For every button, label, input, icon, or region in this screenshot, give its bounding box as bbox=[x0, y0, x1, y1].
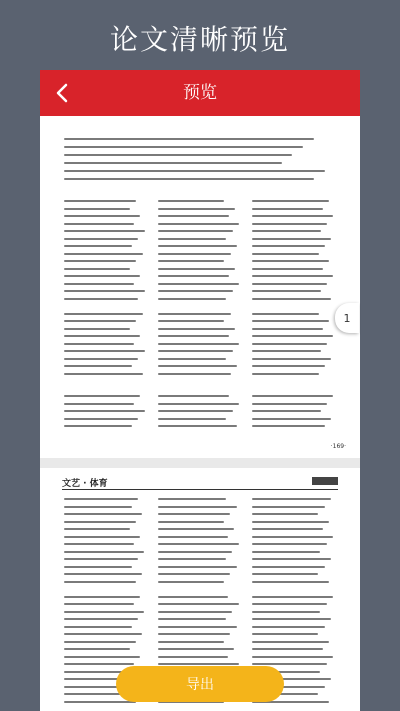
text-line bbox=[252, 230, 321, 232]
text-line bbox=[64, 223, 134, 225]
text-line bbox=[252, 536, 333, 538]
text-line bbox=[64, 418, 138, 420]
text-line bbox=[158, 418, 226, 420]
text-line bbox=[64, 528, 130, 530]
text-line bbox=[64, 373, 143, 375]
text-line bbox=[158, 215, 229, 217]
text-line bbox=[158, 521, 224, 523]
text-line bbox=[64, 343, 134, 345]
text-line bbox=[252, 648, 323, 650]
text-line bbox=[158, 328, 235, 330]
text-line bbox=[64, 543, 134, 545]
text-line bbox=[252, 200, 329, 202]
journal-tag bbox=[312, 477, 338, 485]
text-line bbox=[64, 298, 138, 300]
text-line bbox=[252, 283, 327, 285]
text-line bbox=[252, 215, 333, 217]
text-line bbox=[252, 543, 327, 545]
text-line bbox=[252, 558, 331, 560]
text-line bbox=[252, 373, 319, 375]
text-line bbox=[158, 268, 235, 270]
text-line bbox=[64, 138, 314, 140]
text-line bbox=[64, 275, 140, 277]
text-line bbox=[252, 335, 333, 337]
text-line bbox=[64, 403, 134, 405]
text-line bbox=[64, 536, 140, 538]
text-line bbox=[158, 656, 228, 658]
text-line bbox=[158, 558, 226, 560]
text-line bbox=[252, 506, 325, 508]
document-page-1[interactable] bbox=[40, 116, 360, 458]
text-line bbox=[158, 260, 224, 262]
text-line bbox=[158, 626, 237, 628]
text-line bbox=[158, 298, 226, 300]
text-line bbox=[158, 313, 231, 315]
text-line bbox=[158, 230, 233, 232]
text-line bbox=[252, 425, 325, 427]
text-line bbox=[64, 596, 140, 598]
text-line bbox=[158, 403, 239, 405]
text-line bbox=[158, 425, 237, 427]
text-line bbox=[64, 335, 140, 337]
text-line bbox=[158, 581, 224, 583]
text-line bbox=[64, 513, 142, 515]
text-line bbox=[252, 328, 323, 330]
text-line bbox=[158, 410, 233, 412]
text-line bbox=[252, 238, 331, 240]
text-line bbox=[64, 633, 142, 635]
text-line bbox=[158, 498, 226, 500]
text-line bbox=[252, 641, 329, 643]
text-line bbox=[252, 626, 325, 628]
promo-banner-title: 论文清晰预览 bbox=[109, 23, 290, 56]
text-line bbox=[158, 633, 230, 635]
text-line bbox=[252, 253, 319, 255]
text-line bbox=[158, 663, 239, 665]
text-line bbox=[252, 358, 331, 360]
text-line bbox=[252, 343, 327, 345]
page-indicator[interactable]: 1 bbox=[335, 303, 359, 333]
text-line bbox=[64, 618, 138, 620]
text-line bbox=[252, 581, 329, 583]
text-line bbox=[252, 268, 323, 270]
text-line bbox=[252, 410, 321, 412]
text-line bbox=[158, 350, 233, 352]
text-line bbox=[158, 365, 237, 367]
text-line bbox=[252, 313, 319, 315]
text-line bbox=[64, 611, 144, 613]
text-line bbox=[64, 328, 130, 330]
text-line bbox=[64, 170, 325, 172]
text-line bbox=[252, 365, 325, 367]
text-line bbox=[64, 313, 143, 315]
text-line bbox=[252, 498, 331, 500]
text-line bbox=[64, 566, 132, 568]
text-line bbox=[252, 223, 327, 225]
text-line bbox=[252, 528, 323, 530]
text-line bbox=[158, 543, 239, 545]
text-line bbox=[64, 395, 140, 397]
text-line bbox=[252, 275, 333, 277]
page-number: ·169· bbox=[330, 443, 346, 450]
text-line bbox=[252, 208, 323, 210]
text-line bbox=[158, 238, 226, 240]
text-line bbox=[158, 395, 229, 397]
text-line bbox=[64, 290, 145, 292]
text-line bbox=[64, 208, 130, 210]
text-line bbox=[64, 238, 138, 240]
text-line bbox=[64, 178, 314, 180]
text-line bbox=[158, 506, 237, 508]
text-line bbox=[64, 581, 136, 583]
text-line bbox=[252, 260, 329, 262]
text-line bbox=[64, 641, 136, 643]
text-line bbox=[158, 573, 230, 575]
text-line bbox=[64, 521, 136, 523]
text-line bbox=[252, 298, 331, 300]
text-line bbox=[252, 245, 325, 247]
header-title: 预览 bbox=[183, 83, 217, 103]
text-line bbox=[64, 603, 134, 605]
text-line bbox=[64, 573, 142, 575]
text-line bbox=[64, 283, 134, 285]
text-line bbox=[64, 410, 145, 412]
text-line bbox=[64, 498, 138, 500]
text-line bbox=[252, 611, 320, 613]
text-line bbox=[252, 320, 329, 322]
text-line bbox=[158, 373, 231, 375]
text-line bbox=[252, 633, 318, 635]
text-line bbox=[64, 320, 136, 322]
text-line bbox=[64, 626, 132, 628]
text-line bbox=[64, 162, 282, 164]
phone-screen bbox=[40, 70, 360, 711]
text-line bbox=[158, 253, 231, 255]
text-line bbox=[64, 230, 145, 232]
text-line bbox=[158, 528, 234, 530]
text-line bbox=[252, 656, 333, 658]
text-line bbox=[158, 551, 232, 553]
text-line bbox=[64, 365, 132, 367]
text-line bbox=[158, 245, 237, 247]
text-line bbox=[158, 648, 234, 650]
text-line bbox=[158, 603, 239, 605]
text-line bbox=[158, 596, 228, 598]
text-line bbox=[64, 551, 144, 553]
text-line bbox=[64, 253, 143, 255]
text-line bbox=[252, 596, 333, 598]
text-line bbox=[158, 290, 233, 292]
text-line bbox=[252, 350, 321, 352]
text-line bbox=[64, 701, 136, 703]
text-line bbox=[252, 418, 331, 420]
text-line bbox=[252, 663, 327, 665]
text-line bbox=[64, 154, 292, 156]
app-header bbox=[40, 70, 360, 116]
text-line bbox=[252, 603, 327, 605]
text-line bbox=[64, 146, 303, 148]
text-line bbox=[252, 618, 331, 620]
text-line bbox=[64, 215, 140, 217]
text-line bbox=[158, 358, 226, 360]
text-line bbox=[158, 343, 239, 345]
text-line bbox=[158, 283, 239, 285]
section-divider bbox=[62, 489, 338, 490]
text-line bbox=[252, 290, 321, 292]
text-line bbox=[158, 618, 226, 620]
text-line bbox=[64, 648, 130, 650]
text-line bbox=[158, 200, 224, 202]
section-label: 文艺 · 体育 bbox=[62, 479, 108, 489]
text-line bbox=[64, 350, 145, 352]
text-line bbox=[252, 521, 329, 523]
text-line bbox=[252, 566, 325, 568]
text-line bbox=[252, 551, 320, 553]
text-line bbox=[64, 558, 138, 560]
text-line bbox=[64, 358, 138, 360]
text-line bbox=[64, 268, 130, 270]
text-line bbox=[252, 395, 333, 397]
text-line bbox=[64, 200, 136, 202]
text-line bbox=[158, 566, 237, 568]
text-line bbox=[158, 611, 232, 613]
text-line bbox=[158, 335, 229, 337]
text-line bbox=[158, 223, 239, 225]
text-line bbox=[158, 275, 229, 277]
text-line bbox=[64, 656, 140, 658]
text-line bbox=[252, 573, 318, 575]
text-line bbox=[64, 260, 136, 262]
text-line bbox=[158, 641, 224, 643]
text-line bbox=[158, 513, 230, 515]
text-line bbox=[158, 320, 224, 322]
text-line bbox=[64, 245, 132, 247]
text-line bbox=[64, 506, 132, 508]
text-line bbox=[252, 403, 327, 405]
text-line bbox=[158, 536, 228, 538]
text-line bbox=[252, 513, 318, 515]
export-button[interactable]: 导出 bbox=[116, 666, 284, 702]
text-line bbox=[64, 425, 132, 427]
text-line bbox=[64, 663, 134, 665]
text-line bbox=[158, 208, 235, 210]
